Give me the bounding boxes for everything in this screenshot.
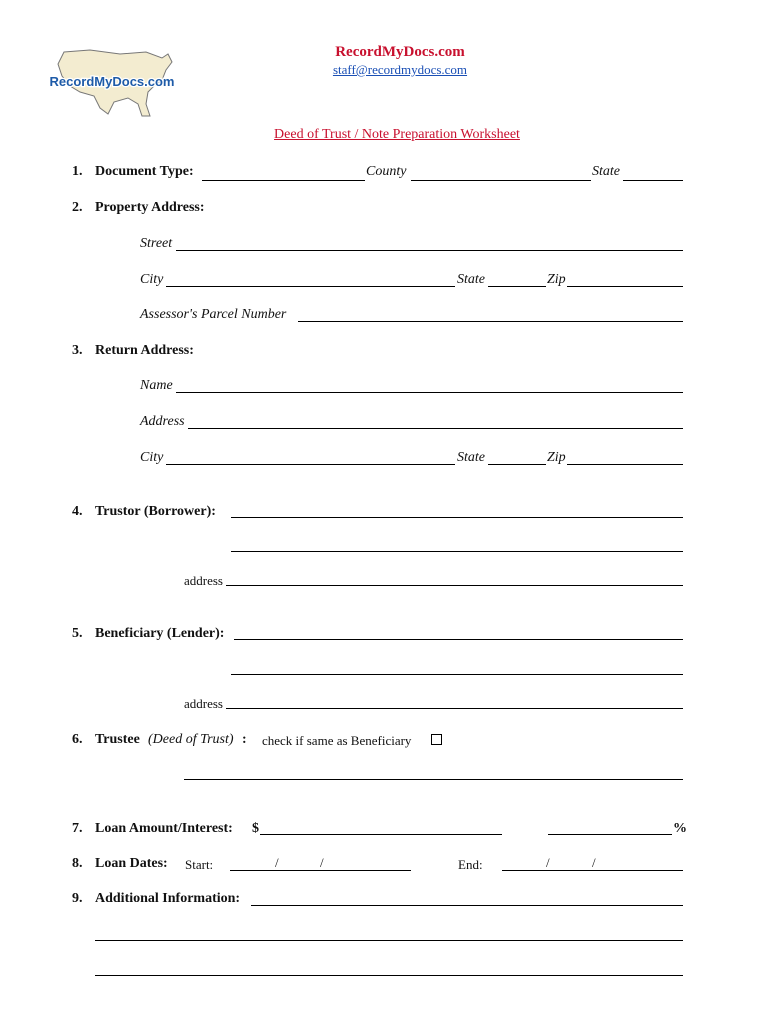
additional-info-field-1[interactable] [251,905,683,906]
return-city-label: City [140,450,164,465]
same-as-beneficiary-label: check if same as Beneficiary [262,733,412,748]
loan-amount-label: Loan Amount/Interest: [95,821,233,836]
document-type-field[interactable] [202,180,365,181]
return-zip-field[interactable] [567,464,683,465]
beneficiary-field-1[interactable] [234,639,683,640]
form-title: Deed of Trust / Note Preparation Worksheet [274,127,520,142]
item-9-number: 9. [72,891,83,906]
percent-sign: % [673,821,687,836]
dollar-sign: $ [252,821,259,836]
property-city-field[interactable] [166,286,455,287]
item-3-number: 3. [72,343,83,358]
return-name-field[interactable] [176,392,683,393]
property-city-label: City [140,272,164,287]
end-date-slash-2: / [592,855,596,870]
same-as-beneficiary-checkbox[interactable] [431,734,442,745]
beneficiary-label: Beneficiary (Lender): [95,626,225,641]
apn-label: Assessor's Parcel Number [140,307,287,322]
loan-dates-label: Loan Dates: [95,856,168,871]
item-4-number: 4. [72,504,83,519]
trustee-field[interactable] [184,779,683,780]
beneficiary-address-label: address [184,696,223,711]
property-street-field[interactable] [176,250,683,251]
email-link[interactable]: staff@recordmydocs.com [332,62,468,77]
return-address-label: Return Address: [95,343,194,358]
additional-info-field-3[interactable] [95,975,683,976]
property-street-label: Street [140,236,173,251]
property-state-field[interactable] [488,286,546,287]
loan-amount-field[interactable] [260,834,502,835]
start-date-slash-2: / [320,855,324,870]
trustee-label: Trustee [95,732,140,747]
interest-rate-field[interactable] [548,834,672,835]
end-date-label: End: [458,857,483,872]
doc-state-label: State [592,164,620,179]
return-name-label: Name [140,378,173,393]
item-1-number: 1. [72,164,83,179]
county-label: County [366,164,407,179]
additional-info-field-2[interactable] [95,940,683,941]
return-city-field[interactable] [166,464,455,465]
doc-state-field[interactable] [623,180,683,181]
svg-text:RecordMyDocs.com: RecordMyDocs.com [50,74,175,89]
trustor-address-label: address [184,573,223,588]
item-5-number: 5. [72,626,83,641]
trustor-field-2[interactable] [231,551,683,552]
return-state-field[interactable] [488,464,546,465]
trustor-field-1[interactable] [231,517,683,518]
return-address-field[interactable] [188,428,683,429]
trustee-label-italic: (Deed of Trust) [148,732,234,747]
property-address-label: Property Address: [95,200,205,215]
item-8-number: 8. [72,856,83,871]
start-date-label: Start: [185,857,214,872]
start-date-slash-1: / [275,855,279,870]
trustee-colon: : [242,732,247,747]
beneficiary-field-2[interactable] [231,674,683,675]
additional-info-label: Additional Information: [95,891,241,906]
trustor-label: Trustor (Borrower): [95,504,216,519]
document-type-label: Document Type: [95,164,194,179]
property-state-label: State [457,272,485,287]
property-zip-field[interactable] [567,286,683,287]
apn-field[interactable] [298,321,683,322]
item-7-number: 7. [72,821,83,836]
return-address-line-label: Address [140,414,185,429]
item-6-number: 6. [72,732,83,747]
county-field[interactable] [411,180,591,181]
trustor-address-field[interactable] [226,585,683,586]
return-state-label: State [457,450,485,465]
return-zip-label: Zip [547,450,566,465]
property-zip-label: Zip [547,272,566,287]
site-name: RecordMyDocs.com [335,44,465,60]
end-date-slash-1: / [546,855,550,870]
item-2-number: 2. [72,200,83,215]
beneficiary-address-field[interactable] [226,708,683,709]
